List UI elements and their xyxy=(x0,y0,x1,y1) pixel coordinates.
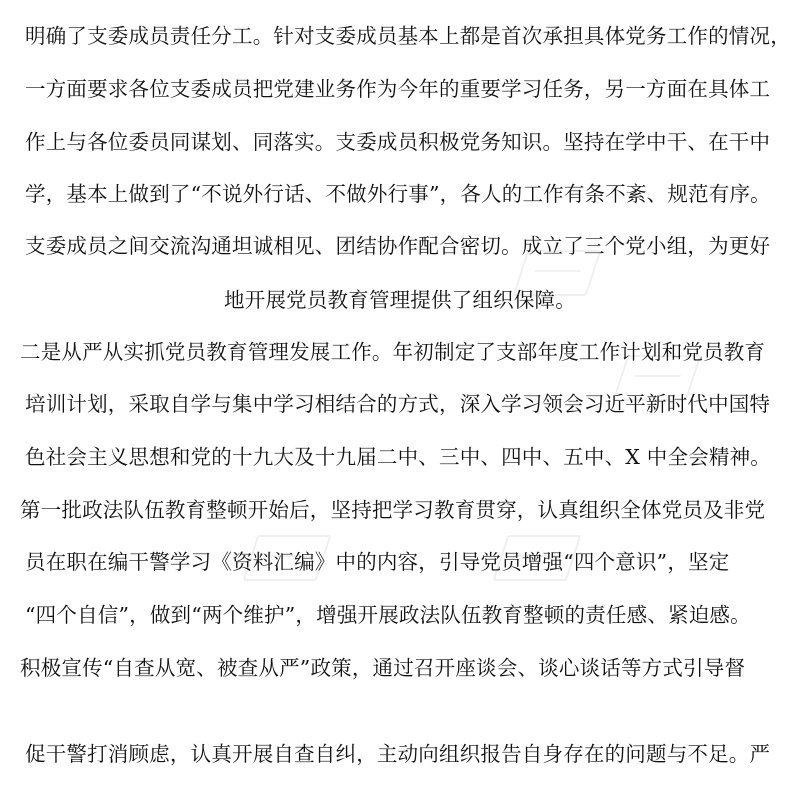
text-line: 学，基本上做到了“不说外行话、不做外行事”，各人的工作有条不紊、规范有序。 xyxy=(25,182,771,206)
text-line: 一方面要求各位支委成员把党建业务作为今年的重要学习任务，另一方面在具体工 xyxy=(25,77,771,101)
text-line: 明确了支委成员责任分工。针对支委成员基本上都是首次承担具体党务工作的情况， xyxy=(25,24,791,48)
text-line: 色社会主义思想和党的十九大及十九届二中、三中、四中、五中、X 中全会精神。 xyxy=(25,445,772,469)
text-line: 作上与各位委员同谋划、同落实。支委成员积极党务知识。坚持在学中干、在干中 xyxy=(25,130,771,154)
text-line: 地开展党员教育管理提供了组织保障。 xyxy=(224,288,576,312)
text-line: 第一批政法队伍教育整顿开始后，坚持把学习教育贯穿，认真组织全体党员及非党 xyxy=(20,498,766,522)
text-line: “四个自信”，做到“两个维护”，增强开展政法队伍教育整顿的责任感、紧迫感。 xyxy=(25,603,751,627)
text-line: 促干警打消顾虑，认真开展自查自纠，主动向组织报告自身存在的问题与不足。严 xyxy=(25,742,771,766)
text-line: 培训计划，采取自学与集中学习相结合的方式，深入学习领会习近平新时代中国特 xyxy=(25,392,771,416)
text-line: 支委成员之间交流沟通坦诚相见、团结协作配合密切。成立了三个党小组，为更好 xyxy=(25,234,771,258)
text-line: 员在职在编干警学习《资料汇编》中的内容，引导党员增强“四个意识”，坚定 xyxy=(25,550,730,574)
text-line: 积极宣传“自查从宽、被查从严”政策，通过召开座谈会、谈心谈话等方式引导督 xyxy=(20,656,746,680)
text-line: 二是从严从实抓党员教育管理发展工作。年初制定了支部年度工作计划和党员教育 xyxy=(20,340,766,364)
